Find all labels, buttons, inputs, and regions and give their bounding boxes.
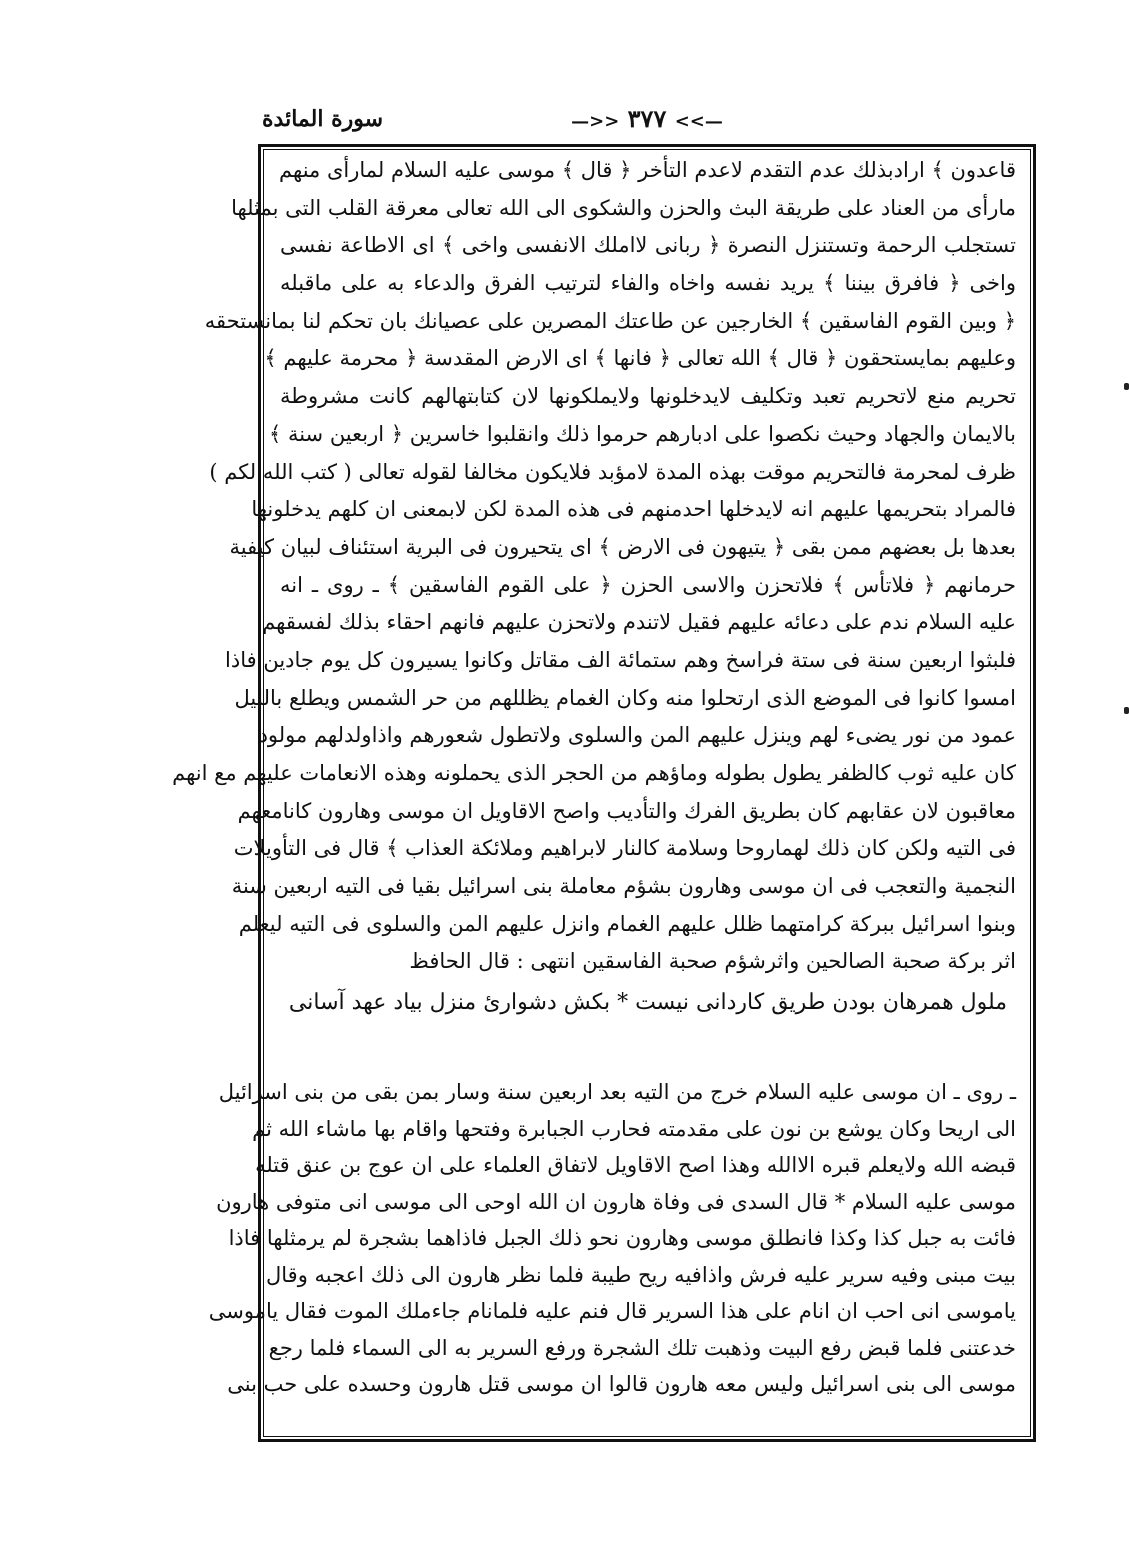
scan-speck — [1124, 707, 1129, 714]
text-line: قاعدون ﴾ ارادبذلك عدم التقدم لاعدم التأخر ﴿ قال ﴾ موسى عليه السلام لمارأى منهم — [279, 158, 1016, 182]
text-line: بيت مبنى وفيه سرير عليه فرش واذافيه ريح طيبة فلما نظر هارون الى ذلك اعجبه وقال — [266, 1262, 1016, 1287]
text-line: مارأى من العناد على طريقة البث والحزن والشكوى الى الله تعالى معرقة القلب التى بمثلها — [231, 195, 1016, 220]
text-line: عمود من نور يضىء لهم وينزل عليهم المن والسلوى ولاتطول شعورهم واذاولدلهم مولود — [258, 723, 1016, 748]
poem-verse: ملول همرهان بودن طريق كاردانى نيست * بكش دشوارئ منزل بياد عهد آسانى — [288, 990, 1008, 1016]
text-line: وعليهم بمايستحقون ﴿ قال ﴾ الله تعالى ﴿ فانها ﴾ اى الارض المقدسة ﴿ محرمة عليهم ﴾ — [264, 346, 1016, 371]
page-header — [262, 104, 1032, 144]
text-line: تحريم منع لاتحريم تعبد وتكليف لايدخلونها ولايملكونها لان كتابتهالهم كانت مشروطة — [280, 384, 1016, 409]
text-line: وبنوا اسرائيل ببركة كرامتهما ظلل عليهم الغمام وانزل عليهم المن والسلوى فى التيه ليعلم — [238, 911, 1016, 936]
text-line: عليه السلام ندم على دعائه عليهم فقيل لاتندم ولاتحزن عليهم فانهم احقاء بذلك لفسقهم — [262, 610, 1016, 635]
surah-name: سورة المائدة — [262, 106, 384, 132]
text-line: كان عليه ثوب كالظفر يطول بطوله وماؤهم من الحجر الذى يحملونه وهذه الانعامات عليهم مع انهم — [172, 761, 1016, 785]
text-line: فالمراد بتحريمها عليهم انه لايدخلها احدمنهم فى هذه المدة لكن لابمعنى ان كلهم يدخلونها — [251, 497, 1016, 522]
text-line: امسوا كانوا فى الموضع الذى ارتحلوا منه وكان الغمام يظللهم من حر الشمس ويطلع بالليل — [234, 685, 1016, 710]
text-line: حرمانهم ﴿ فلاتأس ﴾ فلاتحزن والاسى الحزن ﴿ على القوم الفاسقين ﴾ ـ روى ـ انه — [280, 572, 1016, 597]
text-line: ياموسى انى احب ان انام على هذا السرير قال فنم عليه فلمانام جاءملك الموت فقال ياموسى — [208, 1299, 1016, 1323]
text-line: بعدها بل بعضهم ممن بقى ﴿ يتيهون فى الارض ﴾ اى يتحيرون فى البرية استئناف لبيان كيفية — [229, 534, 1016, 559]
text-line: موسى الى بنى اسرائيل وليس معه هارون قالوا ان موسى قتل هارون وحسده على حب بنى — [227, 1372, 1016, 1396]
text-line: فى التيه ولكن كان ذلك لهماروحا وسلامة كالنار لابراهيم وملائكة العذاب ﴾ قال فى التأويلات — [233, 836, 1016, 861]
ornament-left: —>> — [571, 111, 620, 132]
main-text — [172, 152, 1016, 1025]
text-line: الى اريحا وكان يوشع بن نون على مقدمته فحارب الجبابرة وفتحها واقام بها ماشاء الله ثم — [252, 1116, 1016, 1141]
text-line: النجمية والتعجب فى ان موسى وهارون بشؤم معاملة بنى اسرائيل بقيا فى التيه اربعين سنة — [231, 874, 1016, 899]
page-number: ٣٧٧ — [627, 104, 667, 133]
text-line: موسى عليه السلام * قال السدى فى وفاة هارون ان الله اوحى الى موسى انى متوفى هارون — [216, 1189, 1016, 1214]
text-line: قبضه الله ولايعلم قبره الاالله وهذا اصح الاقاويل لاتفاق العلماء على ان عوج بن عنق قتله — [255, 1153, 1016, 1177]
text-line: بالايمان والجهاد وحيث نكصوا على ادبارهم حرموا ذلك وانقلبوا خاسرين ﴿ اربعين سنة ﴾ — [268, 421, 1016, 446]
text-line: ﴿ وبين القوم الفاسقين ﴾ الخارجين عن طاعتك المصرين على عصيانك بان تحكم لنا بمانستحقه — [204, 308, 1016, 333]
text-line: خدعتنى فلما قبض رفع البيت وذهبت تلك الشجرة ورفع السرير به الى السماء فلما رجع — [268, 1335, 1016, 1360]
main-text-continued — [208, 1074, 1016, 1403]
text-line: فائت به جبل كذا وكذا فانطلق موسى وهارون نحو ذلك الجبل فاذاهما بشجرة لم يرمثلها فاذا — [228, 1226, 1016, 1250]
page-number-block — [262, 104, 1032, 133]
text-line: واخى ﴿ فافرق بيننا ﴾ يريد نفسه واخاه والفاء لترتيب الفرق والدعاء به على ماقبله — [280, 271, 1016, 296]
text-line: فلبثوا اربعين سنة فى ستة فراسخ وهم ستمائة الف مقاتل وكانوا يسيرون كل يوم جادين فاذا — [225, 647, 1016, 672]
scan-speck — [1124, 383, 1129, 390]
text-line: معاقبون لان عقابهم كان بطريق الفرك والتأديب واصح الاقاويل ان موسى وهارون كانامعهم — [237, 798, 1016, 823]
text-line: ظرف لمحرمة فالتحريم موقت بهذه المدة لامؤبد فلايكون مخالفا لقوله تعالى ( كتب الله لكم ) — [209, 459, 1016, 484]
text-line: ـ روى ـ ان موسى عليه السلام خرج من التيه بعد اربعين سنة وسار بمن بقى من بنى اسرائيل — [218, 1080, 1016, 1104]
text-line: تستجلب الرحمة وتستنزل النصرة ﴿ ربانى لااملك الانفسى واخى ﴾ اى الاطاعة نفسى — [280, 233, 1016, 258]
text-line: اثر بركة صحبة الصالحين واثرشؤم صحبة الفاسقين انتهى : قال الحافظ — [409, 949, 1016, 974]
ornament-right: <<— — [674, 111, 723, 132]
